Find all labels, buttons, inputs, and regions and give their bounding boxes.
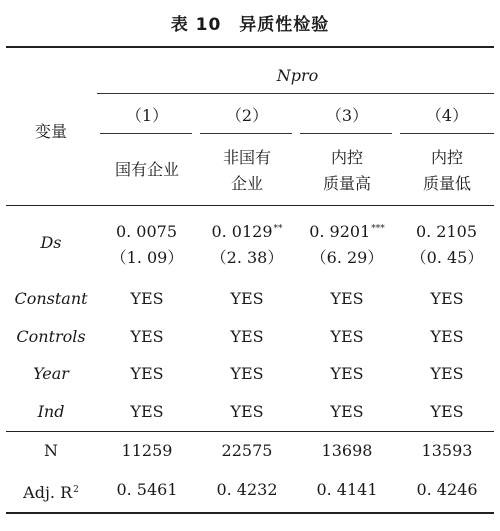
row-label-ind: Ind xyxy=(37,402,65,421)
row-label-year: Year xyxy=(33,364,69,383)
col-num-1: （1） xyxy=(125,106,169,125)
ds-coef-1-value: 0. 0075 xyxy=(115,222,178,241)
row-label-constant: Constant xyxy=(14,289,88,308)
n-cell-2: 22575 xyxy=(221,441,273,460)
col-4-underline xyxy=(400,133,494,134)
ds-tstat-2: （2. 38） xyxy=(210,248,284,267)
col-group-3-line-2: 质量高 xyxy=(322,174,371,193)
col-group-2-line-1: 非国有 xyxy=(222,148,271,167)
adj-r2-cell-2: 0. 4232 xyxy=(216,480,278,499)
ds-coef-2 xyxy=(197,219,297,242)
col-group-1-line-1: 国有企业 xyxy=(114,160,179,179)
col-num-2: （2） xyxy=(225,106,269,125)
ind-cell-4: YES xyxy=(430,402,464,421)
year-cell-2: YES xyxy=(230,364,264,383)
ind-cell-3: YES xyxy=(330,402,364,421)
ds-coef-2-value: 0. 0129 xyxy=(211,222,273,241)
ds-coef-4 xyxy=(397,219,497,242)
adj-r2-cell-1: 0. 5461 xyxy=(116,480,178,499)
ds-tstat-3: （6. 29） xyxy=(310,248,384,267)
row-label-controls: Controls xyxy=(16,327,86,346)
ds-coef-3-stars: *** xyxy=(371,224,385,234)
ds-coef-1 xyxy=(97,219,197,242)
col-group-4-line-2: 质量低 xyxy=(422,174,471,193)
controls-cell-1: YES xyxy=(130,327,164,346)
n-cell-1: 11259 xyxy=(121,441,173,460)
constant-cell-3: YES xyxy=(330,289,364,308)
ds-coef-3 xyxy=(297,219,397,242)
adj-r2-superscript: 2 xyxy=(73,485,79,495)
bottom-rule xyxy=(6,512,494,514)
top-rule xyxy=(6,46,494,48)
constant-cell-4: YES xyxy=(430,289,464,308)
col-2-underline xyxy=(200,133,292,134)
ind-cell-1: YES xyxy=(130,402,164,421)
controls-cell-3: YES xyxy=(330,327,364,346)
col-group-4-line-1: 内控 xyxy=(430,148,463,167)
ds-tstat-4: （0. 45） xyxy=(410,248,484,267)
col-group-3-line-1: 内控 xyxy=(330,148,363,167)
table-title: 表 10 异质性检验 xyxy=(170,15,330,35)
dependent-variable-label: Npro xyxy=(276,66,319,85)
col-group-3 xyxy=(297,145,397,197)
controls-cell-4: YES xyxy=(430,327,464,346)
row-label-adj-r2 xyxy=(6,480,96,503)
dep-var-underline xyxy=(97,93,494,94)
col-group-4 xyxy=(397,145,497,197)
ind-cell-2: YES xyxy=(230,402,264,421)
adj-r2-cell-3: 0. 4141 xyxy=(316,480,378,499)
col-group-2 xyxy=(197,145,297,197)
ds-coef-4-value: 0. 2105 xyxy=(415,222,478,241)
col-num-4: （4） xyxy=(425,106,469,125)
year-cell-1: YES xyxy=(130,364,164,383)
row-label-n: N xyxy=(44,441,58,460)
stats-rule xyxy=(6,431,494,432)
constant-cell-1: YES xyxy=(130,289,164,308)
col-num-3: （3） xyxy=(325,106,369,125)
n-cell-4: 13593 xyxy=(421,441,473,460)
col-1-underline xyxy=(100,133,192,134)
year-cell-3: YES xyxy=(330,364,364,383)
row-label-ds: Ds xyxy=(40,233,62,252)
adj-r2-text: Adj. R xyxy=(23,483,73,502)
n-cell-3: 13698 xyxy=(321,441,373,460)
variable-header: 变量 xyxy=(34,122,67,141)
col-group-1 xyxy=(97,158,197,182)
adj-r2-cell-4: 0. 4246 xyxy=(416,480,478,499)
col-3-underline xyxy=(300,133,392,134)
header-rule xyxy=(6,205,494,206)
ds-tstat-1: （1. 09） xyxy=(110,248,184,267)
constant-cell-2: YES xyxy=(230,289,264,308)
ds-coef-3-value: 0. 9201 xyxy=(309,222,371,241)
controls-cell-2: YES xyxy=(230,327,264,346)
year-cell-4: YES xyxy=(430,364,464,383)
col-group-2-line-2: 企业 xyxy=(230,174,263,193)
ds-coef-2-stars: ** xyxy=(273,224,283,234)
